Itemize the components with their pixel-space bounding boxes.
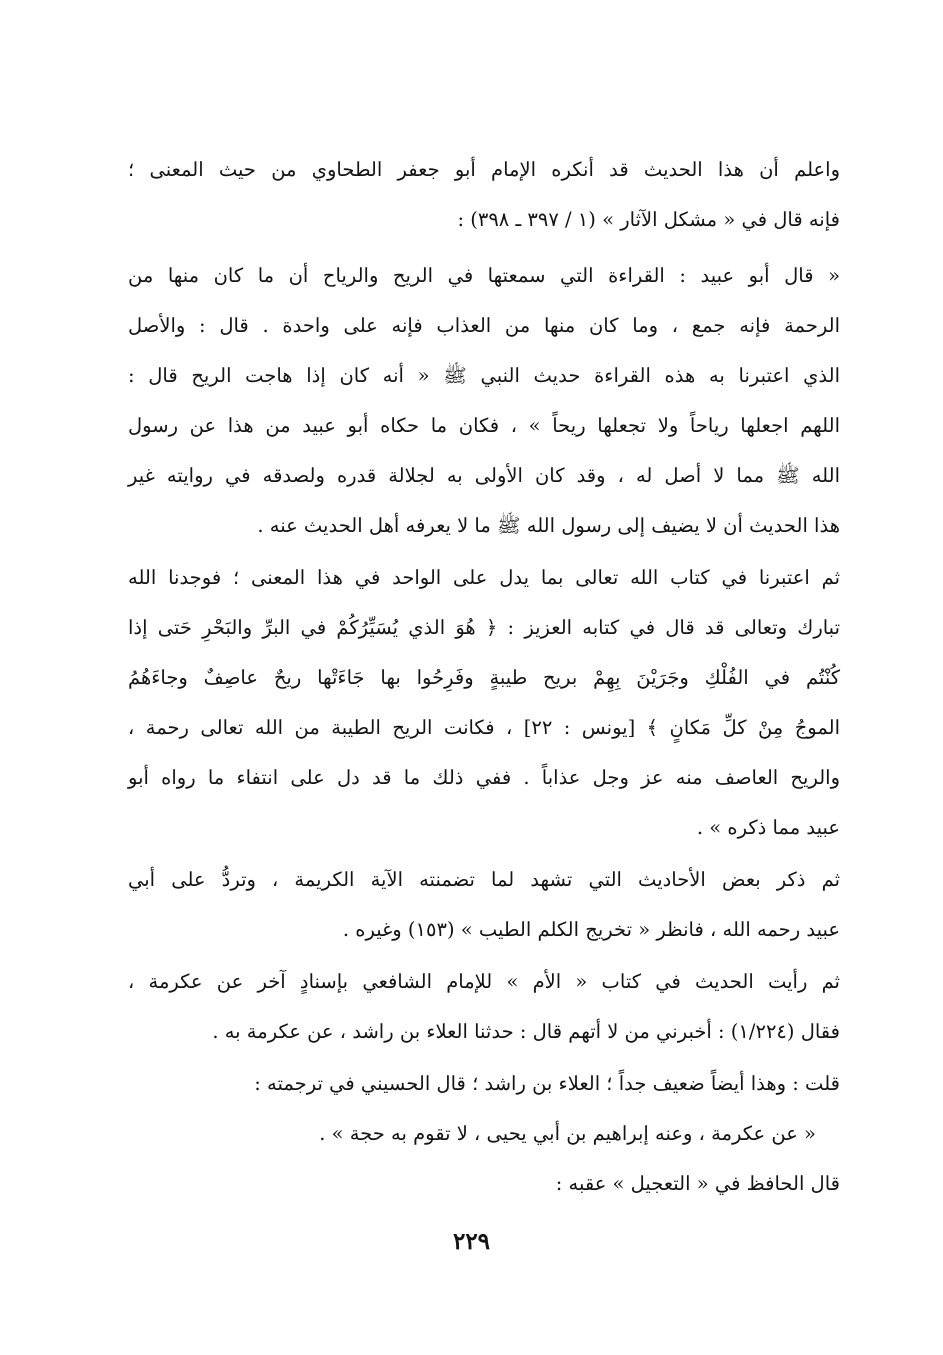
text-line: عبيد رحمه الله ، فانظر « تخريج الكلم الطيب » (١٥٣) وغيره .: [342, 918, 840, 941]
text-line: الموجُ مِنْ كلِّ مَكانٍ ﴾ [يونس : ٢٢] ، فكانت الريح الطيبة من الله تعالى رحمة ،: [128, 716, 840, 739]
quran-verse-line: تبارك وتعالى قد قال في كتابه العزيز : ﴿ هُوَ الذي يُسَيِّرُكُمْ في البرِّ والبَحْرِ حَتى إذا: [128, 616, 840, 639]
text-line: ثم رأيت الحديث في كتاب « الأم » للإمام الشافعي بإسنادٍ آخر عن عكرمة ،: [128, 970, 840, 993]
text-line: ثم ذكر بعض الأحاديث التي تشهد لما تضمنته الآية الكريمة ، وتردُّ على أبي: [128, 868, 840, 891]
text-line: الله ﷺ مما لا أصل له ، وقد كان الأولى به لجلالة قدره ولصدقه في روايته غير: [128, 464, 840, 487]
text-line: والريح العاصف منه عز وجل عذاباً . ففي ذلك ما قد دل على انتفاء ما رواه أبو: [128, 766, 840, 789]
text-line: اللهم اجعلها رياحاً ولا تجعلها ريحاً » ، فكان ما حكاه أبو عبيد من هذا عن رسول: [128, 414, 840, 437]
text-line: فقال (١/٢٢٤) : أخبرني من لا أتهم قال : حدثنا العلاء بن راشد ، عن عكرمة به .: [212, 1020, 840, 1043]
text-line: ثم اعتبرنا في كتاب الله تعالى بما يدل على الواحد في هذا المعنى ؛ فوجدنا الله: [128, 566, 840, 589]
text-line: « قال أبو عبيد : القراءة التي سمعتها في الريح والرياح أن ما كان منها من: [128, 264, 840, 287]
text-line: هذا الحديث أن لا يضيف إلى رسول الله ﷺ ما لا يعرفه أهل الحديث عنه .: [257, 514, 840, 537]
text-line: الذي اعتبرنا به هذه القراءة حديث النبي ﷺ « أنه كان إذا هاجت الريح قال :: [128, 364, 840, 387]
quran-verse-line: كُنْتُم في الفُلْكِ وجَرَيْنَ بِهِمْ بريح طيبةٍ وفَرِحُوا بها جَاءَتْها ريحٌ عاصِفٌ وجاءَهُمُ: [128, 666, 840, 689]
text-line: واعلم أن هذا الحديث قد أنكره الإمام أبو جعفر الطحاوي من حيث المعنى ؛: [128, 158, 840, 181]
text-line: قلت : وهذا أيضاً ضعيف جداً ؛ العلاء بن راشد ؛ قال الحسيني في ترجمته :: [254, 1072, 840, 1095]
text-line: فإنه قال في « مشكل الآثار » (١ / ٣٩٧ ـ ٣٩٨) :: [457, 208, 840, 231]
text-line: قال الحافظ في « التعجيل » عقبه :: [555, 1172, 840, 1195]
text-line: « عن عكرمة ، وعنه إبراهيم بن أبي يحيى ، لا تقوم به حجة » .: [319, 1122, 816, 1145]
text-line: الرحمة فإنه جمع ، وما كان منها من العذاب فإنه على واحدة . قال : والأصل: [128, 314, 840, 337]
page-number: ٢٢٩: [452, 1228, 491, 1255]
text-line: عبيد مما ذكره » .: [696, 816, 840, 839]
